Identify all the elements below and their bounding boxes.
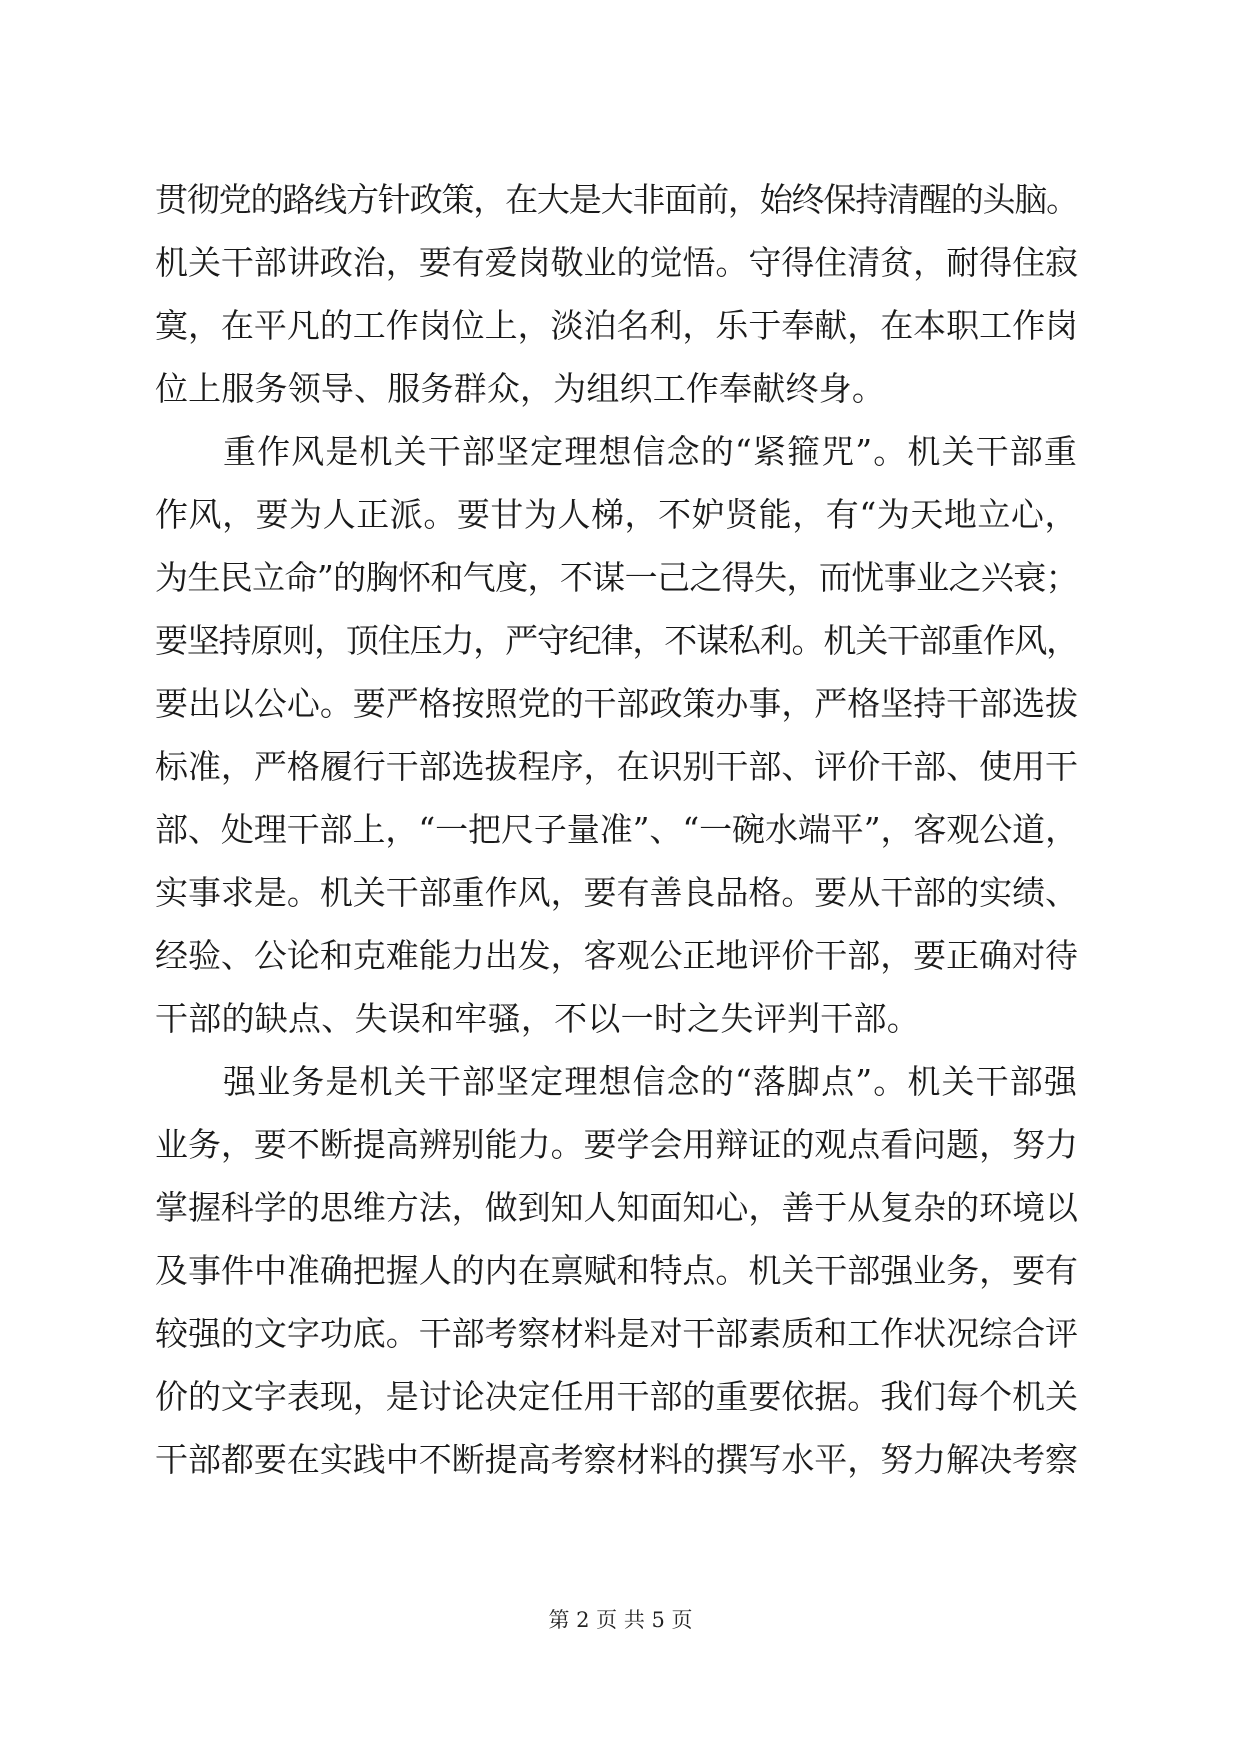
text-line xyxy=(0,359,1241,419)
text-line xyxy=(0,926,1241,986)
line-text: 价的文字表现，是讨论决定任用干部的重要依据。我们每个机关 xyxy=(155,1377,1079,1416)
text-line xyxy=(0,170,1241,230)
line-text: 机关干部讲政治，要有爱岗敬业的觉悟。守得住清贫，耐得住寂 xyxy=(155,243,1079,282)
text-line xyxy=(0,1115,1241,1175)
line-text: 要坚持原则，顶住压力，严守纪律，不谋私利。机关干部重作风， xyxy=(155,621,1079,660)
text-line xyxy=(0,1304,1241,1364)
line-text: 寞，在平凡的工作岗位上，淡泊名利，乐于奉献，在本职工作岗 xyxy=(155,306,1079,345)
text-line xyxy=(0,1052,1241,1112)
line-text: 掌握科学的思维方法，做到知人知面知心，善于从复杂的环境以 xyxy=(155,1188,1079,1227)
text-line xyxy=(0,233,1241,293)
line-text: 业务，要不断提高辨别能力。要学会用辩证的观点看问题，努力 xyxy=(155,1125,1079,1164)
text-line xyxy=(0,737,1241,797)
text-line xyxy=(0,1430,1241,1490)
text-line xyxy=(0,485,1241,545)
page-number-footer: 第 2 页 共 5 页 xyxy=(548,1608,693,1632)
text-line xyxy=(0,863,1241,923)
line-text: 贯彻党的路线方针政策，在大是大非面前，始终保持清醒的头脑。 xyxy=(155,180,1079,219)
line-text: 为生民立命”的胸怀和气度，不谋一己之得失，而忧事业之兴衰； xyxy=(155,558,1078,597)
line-text: 作风，要为人正派。要甘为人梯，不妒贤能，有“为天地立心， xyxy=(155,495,1078,534)
text-line xyxy=(0,1367,1241,1427)
line-text: 干部都要在实践中不断提高考察材料的撰写水平，努力解决考察 xyxy=(155,1440,1079,1479)
text-line xyxy=(0,674,1241,734)
line-text: 较强的文字功底。干部考察材料是对干部素质和工作状况综合评 xyxy=(155,1314,1079,1353)
line-text: 要出以公心。要严格按照党的干部政策办事，严格坚持干部选拔 xyxy=(155,684,1079,723)
text-line xyxy=(0,1178,1241,1238)
line-text: 强业务是机关干部坚定理想信念的“落脚点”。机关干部强 xyxy=(223,1062,1078,1101)
line-text: 实事求是。机关干部重作风，要有善良品格。要从干部的实绩、 xyxy=(155,873,1079,912)
text-line xyxy=(0,422,1241,482)
line-text: 标准，严格履行干部选拔程序，在识别干部、评价干部、使用干 xyxy=(155,747,1079,786)
text-line xyxy=(0,548,1241,608)
line-text: 及事件中准确把握人的内在禀赋和特点。机关干部强业务，要有 xyxy=(155,1251,1079,1290)
line-text: 重作风是机关干部坚定理想信念的“紧箍咒”。机关干部重 xyxy=(223,432,1078,471)
line-text: 位上服务领导、服务群众，为组织工作奉献终身。 xyxy=(155,369,885,408)
line-text: 经验、公论和克难能力出发，客观公正地评价干部，要正确对待 xyxy=(155,936,1079,975)
text-line xyxy=(0,800,1241,860)
text-line xyxy=(0,611,1241,671)
text-line xyxy=(0,296,1241,356)
line-text: 部、处理干部上，“一把尺子量准”、“一碗水端平”，客观公道， xyxy=(155,810,1078,849)
text-line xyxy=(0,989,1241,1049)
text-line xyxy=(0,1241,1241,1301)
line-text: 干部的缺点、失误和牢骚，不以一时之失评判干部。 xyxy=(155,999,920,1038)
